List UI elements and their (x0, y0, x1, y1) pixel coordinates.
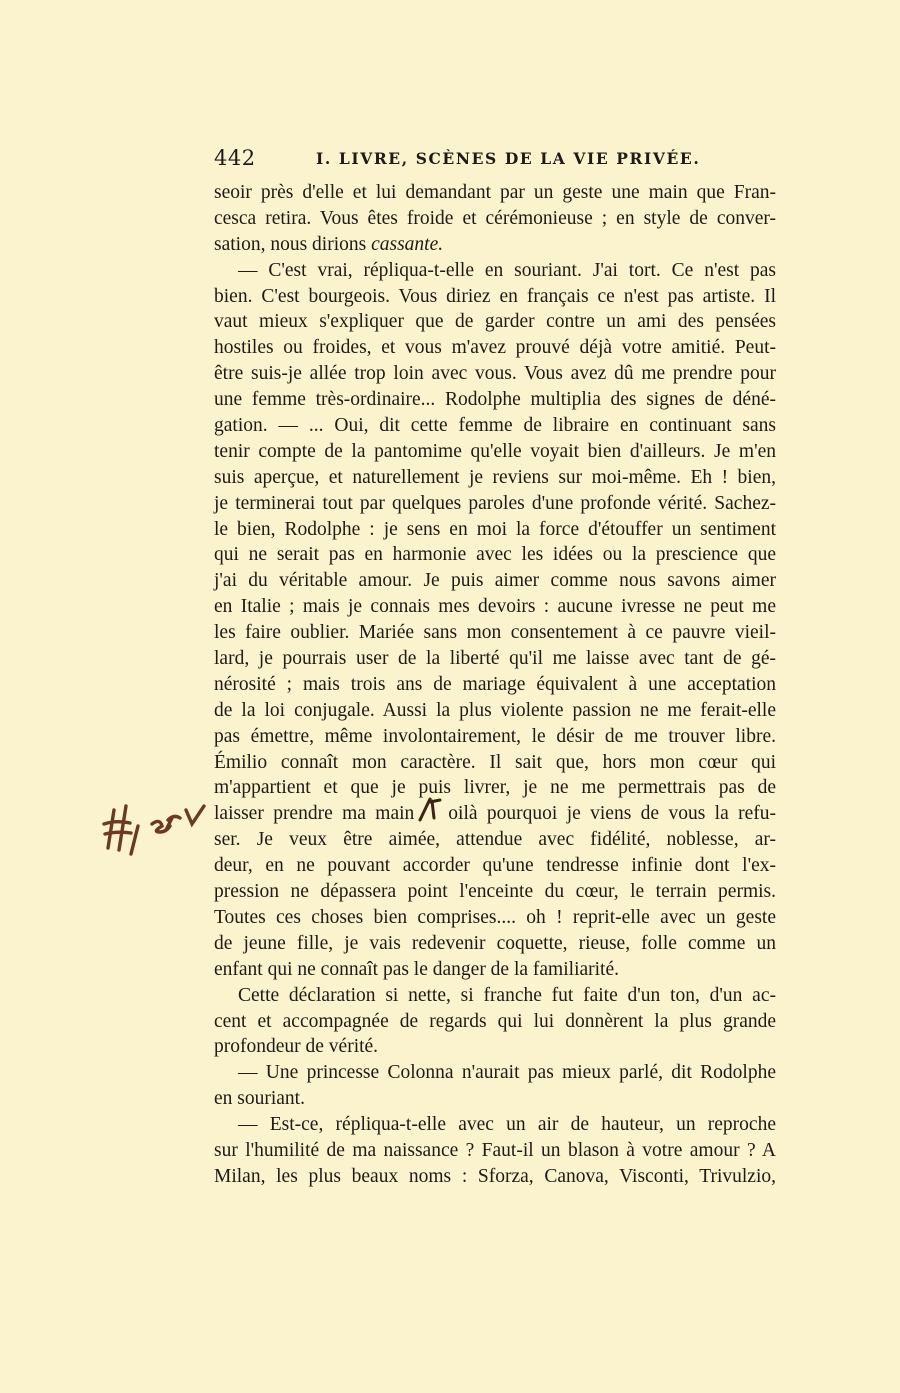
handwritten-edit-mark (414, 796, 444, 822)
text-line (214, 801, 776, 827)
text-line: Émilio connaît mon caractère. Il sait que, hors mon cœur qui (214, 751, 776, 773)
text-line: cesca retira. Vous êtes froide et cérémonieuse ; en style de conver- (214, 207, 776, 229)
text-line: en souriant. (214, 1088, 305, 1110)
text-line: Toutes ces choses bien comprises.... oh ! reprit-elle avec un geste (214, 906, 776, 928)
text-line: — Est-ce, répliqua-t-elle avec un air de hauteur, un reproche (238, 1114, 776, 1136)
text-line: je terminerai tout par quelques paroles d'une profonde vérité. Sachez- (214, 492, 776, 514)
page-header (214, 146, 776, 176)
handwritten-margin-note (100, 790, 220, 870)
running-title: I. LIVRE, SCÈNES DE LA VIE PRIVÉE. (316, 149, 701, 168)
handwritten-note-drawing (100, 790, 220, 870)
text-line: sur l'humilité de ma naissance ? Faut-il un blason à votre amour ? A (214, 1139, 776, 1161)
text-line: le bien, Rodolphe : je sens en moi la force d'étouffer un sentiment (214, 518, 776, 540)
body-text (214, 180, 776, 1190)
edit-mark-drawing (414, 796, 444, 822)
text-line: suis aperçue, et naturellement je reviens sur moi-même. Eh ! bien, (214, 466, 776, 488)
text-line: gation. — ... Oui, dit cette femme de libraire en continuant sans (214, 415, 776, 437)
text-line: qui ne serait pas en harmonie avec les idées ou la prescience que (214, 544, 776, 566)
text-line: lard, je pourrais user de la liberté qu'il me laisse avec tant de gé- (214, 648, 776, 670)
text-line: ser. Je veux être aimée, attendue avec fidélité, noblesse, ar- (214, 829, 776, 851)
text-line: en Italie ; mais je connais mes devoirs : aucune ivresse ne peut me (214, 596, 776, 618)
text-line: tenir compte de la pantomime qu'elle voyait bien d'ailleurs. Je m'en (214, 440, 776, 462)
italic-word: cassante. (371, 233, 444, 255)
text-line: hostiles ou froides, et vous m'avez prouvé déjà votre amitié. Peut- (214, 337, 776, 359)
text-line: être suis-je allée trop loin avec vous. Vous avez dû me prendre pour (214, 363, 776, 385)
text-line: les faire oublier. Mariée sans mon consentement à ce pauvre vieil- (214, 622, 776, 644)
text-line: Cette déclaration si nette, si franche fut faite d'un ton, d'un ac- (238, 984, 776, 1006)
text-line: une femme très-ordinaire... Rodolphe multiplia des signes de déné- (214, 389, 776, 411)
text-line (214, 232, 776, 258)
text-line: pas émettre, même involontairement, le désir de me trouver libre. (214, 725, 776, 747)
text-line-end: oilà pourquoi je viens de vous la refu- (448, 803, 776, 825)
text-line-start: laisser prendre ma main (214, 803, 415, 825)
text-line: nérosité ; mais trois ans de mariage équivalent à une acceptation (214, 673, 776, 695)
text-line: bien. C'est bourgeois. Vous diriez en français ce n'est pas artiste. Il (214, 285, 776, 307)
text-line: cent et accompagnée de regards qui lui donnèrent la plus grande (214, 1010, 776, 1032)
text-line: m'appartient et que je puis livrer, je ne me permettrais pas de (214, 777, 776, 799)
text-line: deur, en ne pouvant accorder qu'une tendresse infinie dont l'ex- (214, 855, 776, 877)
text-line-start: sation, nous dirions (214, 233, 367, 255)
text-line: — Une princesse Colonna n'aurait pas mieux parlé, dit Rodolphe (238, 1062, 776, 1084)
text-line: enfant qui ne connaît pas le danger de la familiarité. (214, 958, 619, 980)
text-line: profondeur de vérité. (214, 1036, 379, 1058)
text-line: de la loi conjugale. Aussi la plus violente passion ne me ferait-elle (214, 699, 776, 721)
text-line: pression ne dépassera point l'enceinte du cœur, le terrain permis. (214, 881, 776, 903)
text-line: — C'est vrai, répliqua-t-elle en souriant. J'ai tort. Ce n'est pas (238, 259, 776, 281)
page-number: 442 (214, 146, 256, 170)
text-line: j'ai du véritable amour. Je puis aimer comme nous savons aimer (214, 570, 776, 592)
text-line: seoir près d'elle et lui demandant par un geste une main que Fran- (214, 182, 776, 203)
text-line: Milan, les plus beaux noms : Sforza, Canova, Visconti, Trivulzio, (214, 1165, 776, 1187)
text-line: de jeune fille, je vais redevenir coquette, rieuse, folle comme un (214, 932, 776, 954)
text-line: vaut mieux s'expliquer que de garder contre un ami des pensées (214, 311, 776, 333)
